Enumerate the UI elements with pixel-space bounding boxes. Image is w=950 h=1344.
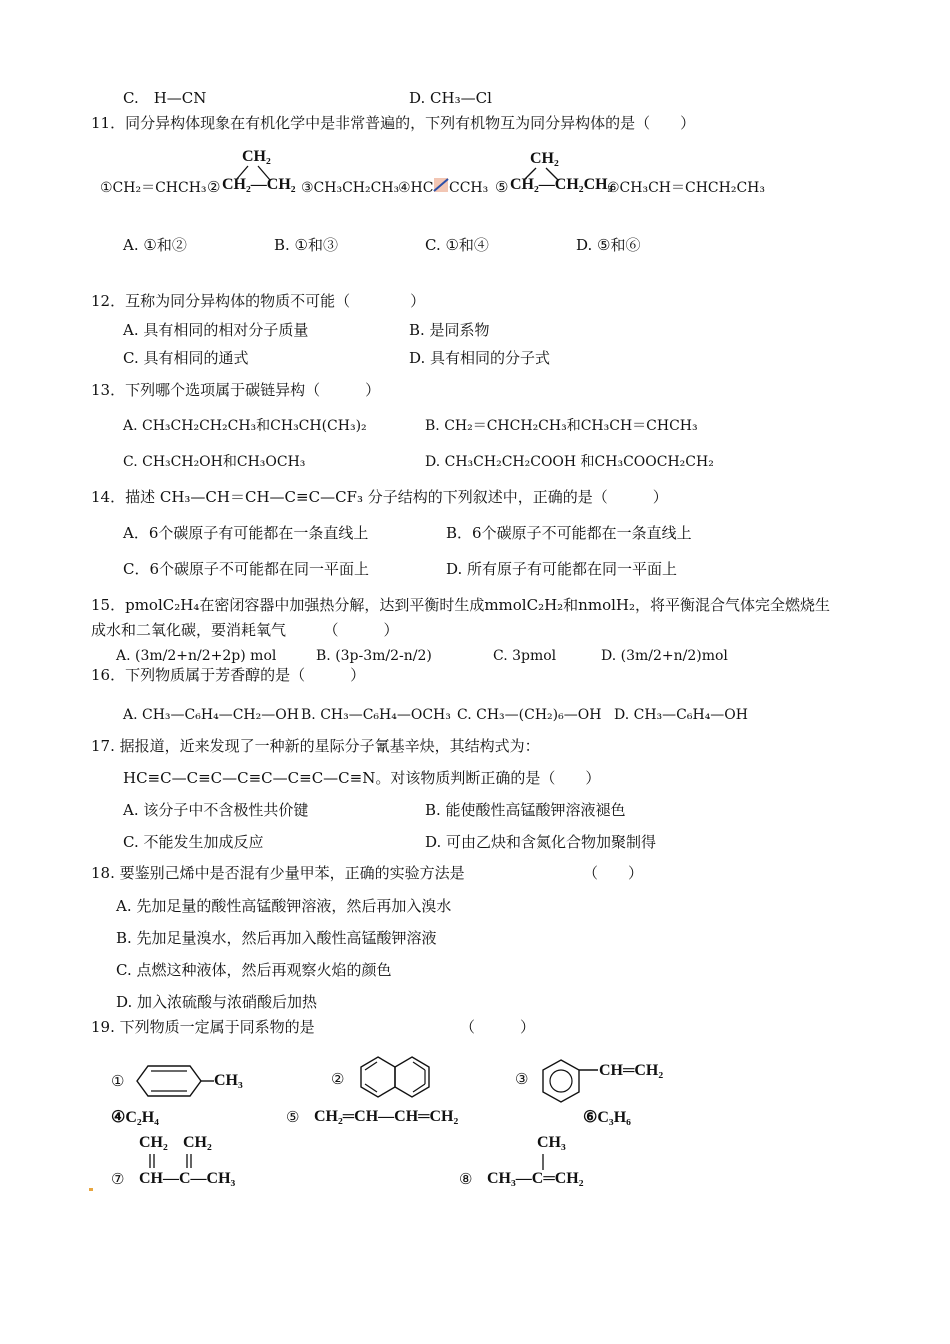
q14-option-b: B．6个碳原子不可能都在一条直线上 (446, 524, 692, 542)
q11-s6: ⑥CH₃CH＝CHCH₂CH₃ (607, 180, 765, 196)
q17-option-d: D. 可由乙炔和含氮化合物加聚制得 (425, 833, 657, 851)
q11-s4-prefix: ④HC (398, 180, 434, 196)
q17-option-b: B. 能使酸性高锰酸钾溶液褪色 (425, 801, 626, 819)
q14-option-c: C．6个碳原子不可能都在同一平面上 (123, 560, 370, 578)
q19-answer-paren: （ ） (460, 1018, 536, 1036)
q19-c3h6: ⑥C₃H₆ (583, 1109, 631, 1126)
q11-s3: ③CH₃CH₂CH₃ (301, 180, 400, 196)
q19-number-7: ⑦ (111, 1170, 125, 1188)
q18-option-d: D. 加入浓硫酸与浓硝酸后加热 (116, 993, 318, 1011)
q17-formula: HC≡C—C≡C—C≡C—C≡C—C≡N。对该物质判断正确的是（ ） (123, 769, 601, 787)
q13-option-d: D. CH₃CH₂CH₂COOH 和CH₃COOCH₂CH₂ (425, 454, 714, 470)
q10-option-d: D. CH₃—Cl (409, 89, 492, 107)
q16-stem: 16．下列物质属于芳香醇的是（ ） (91, 666, 366, 684)
q11-option-a: A. ①和② (123, 236, 187, 254)
q18-option-b: B. 先加足量溴水，然后再加入酸性高锰酸钾溶液 (116, 929, 437, 947)
q18-option-c: C. 点燃这种液体，然后再观察火焰的颜色 (116, 961, 392, 979)
q11-option-d: D. ⑤和⑥ (576, 236, 641, 254)
q12-option-d: D. 具有相同的分子式 (409, 349, 551, 367)
q17-stem: 17. 据报道，近来发现了一种新的星际分子氰基辛炔，其结构式为： (91, 737, 540, 755)
q19-butadiene: CH₂═CH—CH═CH₂ (314, 1108, 459, 1125)
q19-s7-ch2-left: CH₂ (139, 1134, 168, 1151)
q16-option-a: A. CH₃—C₆H₄—CH₂—OH (123, 707, 299, 723)
q19-number-8: ⑧ (459, 1170, 473, 1188)
q14-option-d: D. 所有原子有可能都在同一平面上 (446, 560, 678, 578)
q16-option-d: D. CH₃—C₆H₄—OH (614, 707, 748, 723)
q11-s5-top: CH₂ (530, 150, 559, 167)
q19-s8-main-chain: CH₃—C═CH₂ (487, 1170, 584, 1187)
q15-option-c: C. 3pmol (493, 648, 557, 664)
q19-number-5: ⑤ (286, 1108, 300, 1126)
q11-option-c: C. ①和④ (425, 236, 489, 254)
q11-s5-bottom: CH₂—CH₂CH₃ (510, 176, 613, 193)
q19-styrene-vinyl: CH═CH₂ (599, 1062, 664, 1079)
q13-option-c: C. CH₃CH₂OH和CH₃OCH₃ (123, 454, 306, 470)
q19-c2h4: ④C₂H₄ (111, 1109, 159, 1126)
q13-option-a: A. CH₃CH₂CH₂CH₃和CH₃CH(CH₃)₂ (123, 418, 367, 434)
q15-option-b: B. (3p-3m/2-n/2) (316, 648, 432, 664)
q18-answer-paren: （ ） (583, 864, 644, 882)
q19-toluene-ch3: CH₃ (214, 1072, 243, 1089)
q11-s1: ①CH₂＝CHCH₃ (100, 180, 207, 196)
q19-number-2: ② (331, 1070, 345, 1088)
q17-option-a: A. 该分子中不含极性共价键 (123, 801, 309, 819)
q13-option-b: B. CH₂＝CHCH₂CH₃和CH₃CH＝CHCH₃ (425, 418, 698, 434)
q16-option-c: C. CH₃—(CH₂)₆—OH (457, 707, 602, 723)
q19-number-1: ① (111, 1072, 125, 1090)
q12-option-c: C. 具有相同的通式 (123, 349, 249, 367)
q19-stem: 19. 下列物质一定属于同系物的是 (91, 1018, 315, 1036)
q11-option-b: B. ①和③ (274, 236, 339, 254)
q11-s2-number: ② (207, 178, 221, 196)
q19-number-3: ③ (515, 1070, 529, 1088)
q18-option-a: A. 先加足量的酸性高锰酸钾溶液，然后再加入溴水 (116, 897, 452, 915)
q19-s7-main-chain: CH—C—CH₃ (139, 1170, 236, 1187)
q15-line2: 成水和二氧化碳，要消耗氧气 （ ） (91, 621, 399, 639)
q11-stem: 11．同分异构体现象在有机化学中是非常普遍的，下列有机物互为同分异构体的是（ ） (91, 114, 696, 132)
q12-stem: 12．互称为同分异构体的物质不可能（ ） (91, 292, 426, 310)
q14-stem: 14．描述 CH₃—CH＝CH—C≡C—CF₃ 分子结构的下列叙述中，正确的是（ ） (91, 488, 668, 506)
q19-s7-ch2-right: CH₂ (183, 1134, 212, 1151)
q12-option-b: B. 是同系物 (409, 321, 490, 339)
q19-s8-ch3-top: CH₃ (537, 1134, 566, 1151)
q15-line1: 15．pmolC₂H₄在密闭容器中加强热分解，达到平衡时生成mmolC₂H₂和nmolH₂，将平衡混合气体完全燃烧生 (91, 596, 830, 614)
q17-option-c: C. 不能发生加成反应 (123, 833, 264, 851)
q12-option-a: A. 具有相同的相对分子质量 (123, 321, 309, 339)
q11-s5-number: ⑤ (495, 178, 509, 196)
q10-option-c: C. H—CN (123, 89, 207, 107)
q13-stem: 13．下列哪个选项属于碳链异构（ ） (91, 381, 381, 399)
q15-option-d: D. (3m/2+n/2)mol (601, 648, 728, 664)
q11-s2-bottom: CH₂—CH₂ (222, 176, 296, 193)
q11-s4-suffix: CCH₃ (449, 180, 489, 196)
q16-option-b: B. CH₃—C₆H₄—OCH₃ (301, 707, 451, 723)
q14-option-a: A．6个碳原子有可能都在一条直线上 (123, 524, 369, 542)
q11-s2-top: CH₂ (242, 148, 271, 165)
q15-option-a: A. (3m/2+n/2+2p) mol (116, 648, 277, 664)
stray-mark (89, 1188, 93, 1191)
q18-stem: 18. 要鉴别己烯中是否混有少量甲苯，正确的实验方法是 (91, 864, 465, 882)
